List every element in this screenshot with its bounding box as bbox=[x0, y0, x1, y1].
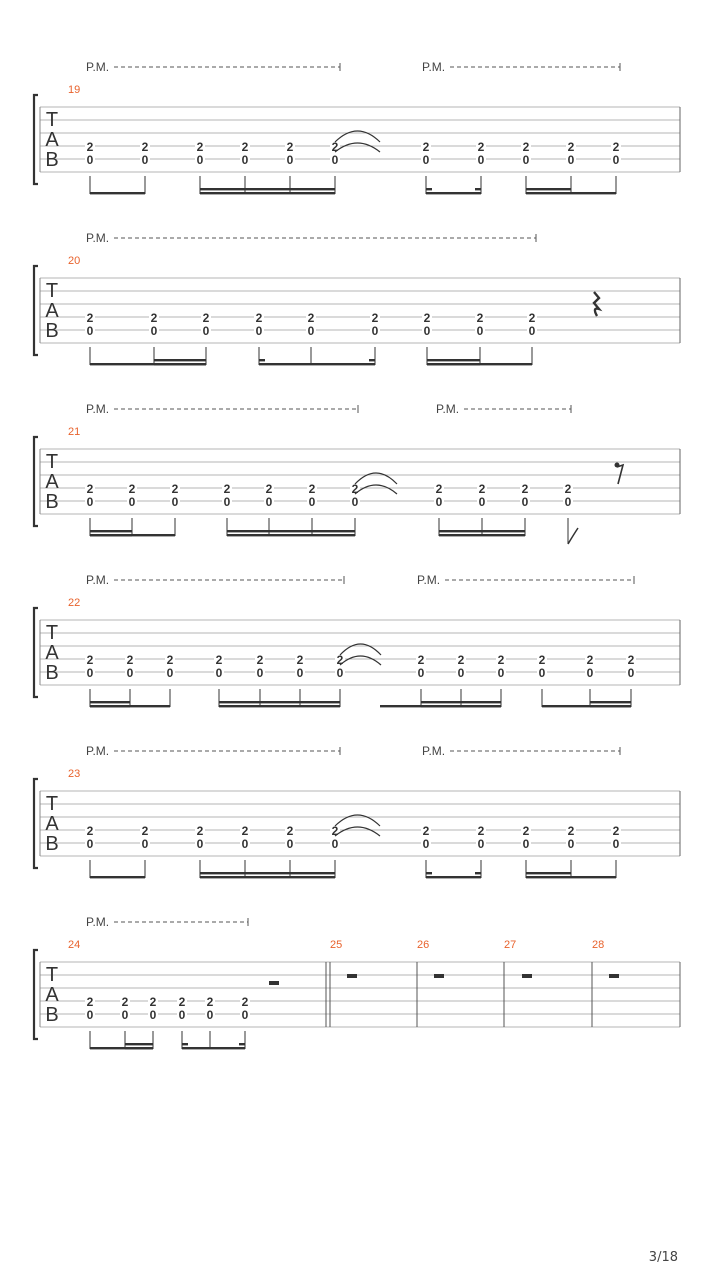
fret-number: 0 bbox=[86, 495, 94, 509]
beam-secondary bbox=[421, 701, 501, 703]
tab-clef-letter: T bbox=[45, 451, 59, 473]
page-number: 3/18 bbox=[648, 1250, 678, 1265]
palm-mute-label: P.M. bbox=[86, 573, 110, 587]
tab-clef-letter: A bbox=[45, 642, 59, 664]
fret-number: 0 bbox=[286, 153, 294, 167]
beam-secondary bbox=[125, 1043, 153, 1045]
beam bbox=[427, 363, 480, 365]
tab-clef-letter: B bbox=[45, 320, 59, 342]
system-bracket bbox=[34, 266, 38, 355]
fret-number: 2 bbox=[417, 653, 425, 667]
beam bbox=[227, 534, 355, 536]
palm-mute-label: P.M. bbox=[86, 744, 110, 758]
fret-number: 0 bbox=[241, 1008, 249, 1022]
fret-number: 2 bbox=[422, 140, 430, 154]
fret-number: 0 bbox=[150, 324, 158, 338]
beam-stub bbox=[475, 188, 481, 190]
fret-number: 0 bbox=[528, 324, 536, 338]
fret-number: 0 bbox=[423, 324, 431, 338]
fret-number: 0 bbox=[86, 153, 94, 167]
system-6 bbox=[34, 915, 680, 1049]
fret-number: 2 bbox=[286, 824, 294, 838]
fret-number: 2 bbox=[612, 140, 620, 154]
fret-number: 2 bbox=[478, 482, 486, 496]
fret-number: 2 bbox=[86, 311, 94, 325]
fret-number: 0 bbox=[612, 153, 620, 167]
fret-number: 0 bbox=[121, 1008, 129, 1022]
fret-number: 2 bbox=[521, 482, 529, 496]
fret-number: 0 bbox=[457, 666, 465, 680]
beam-stub bbox=[259, 359, 265, 361]
fret-number: 2 bbox=[522, 824, 530, 838]
system-2 bbox=[34, 231, 680, 365]
tie-arc bbox=[340, 656, 381, 665]
beam-stub bbox=[426, 872, 432, 874]
fret-number: 2 bbox=[178, 995, 186, 1009]
measure-number: 20 bbox=[68, 255, 81, 267]
fret-number: 2 bbox=[202, 311, 210, 325]
fret-number: 0 bbox=[331, 837, 339, 851]
beam bbox=[125, 1047, 153, 1049]
fret-number: 0 bbox=[265, 495, 273, 509]
beam-secondary bbox=[427, 359, 480, 361]
tab-clef-letter: B bbox=[45, 662, 59, 684]
whole-rest bbox=[609, 974, 619, 978]
fret-number: 0 bbox=[196, 837, 204, 851]
fret-number: 0 bbox=[351, 495, 359, 509]
measure-number: 19 bbox=[68, 84, 81, 96]
fret-number: 0 bbox=[215, 666, 223, 680]
fret-number: 0 bbox=[422, 837, 430, 851]
fret-number: 2 bbox=[121, 995, 129, 1009]
beam-secondary bbox=[590, 701, 631, 703]
palm-mute-label: P.M. bbox=[86, 402, 110, 416]
beam bbox=[200, 876, 335, 878]
fret-number: 2 bbox=[476, 311, 484, 325]
tab-clef-letter: A bbox=[45, 984, 59, 1006]
beam bbox=[90, 705, 130, 707]
tab-clef-letter: B bbox=[45, 833, 59, 855]
beam bbox=[90, 534, 132, 536]
fret-number: 0 bbox=[522, 153, 530, 167]
tab-clef-letter: A bbox=[45, 300, 59, 322]
fret-number: 2 bbox=[477, 140, 485, 154]
measure-number: 26 bbox=[417, 939, 430, 951]
fret-number: 0 bbox=[477, 837, 485, 851]
fret-number: 0 bbox=[128, 495, 136, 509]
fret-number: 0 bbox=[612, 837, 620, 851]
fret-number: 2 bbox=[567, 824, 575, 838]
fret-number: 0 bbox=[521, 495, 529, 509]
system-4 bbox=[34, 573, 680, 707]
beam bbox=[571, 192, 616, 194]
beam bbox=[571, 876, 616, 878]
whole-rest bbox=[522, 974, 532, 978]
measure-number: 24 bbox=[68, 939, 81, 951]
fret-number: 0 bbox=[149, 1008, 157, 1022]
fret-number: 0 bbox=[241, 837, 249, 851]
beam-secondary bbox=[154, 359, 206, 361]
fret-number: 0 bbox=[86, 324, 94, 338]
measure-number: 21 bbox=[68, 426, 81, 438]
fret-number: 0 bbox=[478, 495, 486, 509]
fret-number: 2 bbox=[564, 482, 572, 496]
fret-number: 0 bbox=[241, 153, 249, 167]
fret-number: 2 bbox=[351, 482, 359, 496]
fret-number: 0 bbox=[178, 1008, 186, 1022]
beam bbox=[90, 192, 145, 194]
fret-number: 0 bbox=[206, 1008, 214, 1022]
fret-number: 2 bbox=[538, 653, 546, 667]
fret-number: 0 bbox=[538, 666, 546, 680]
tie-arc bbox=[355, 485, 397, 494]
fret-number: 2 bbox=[128, 482, 136, 496]
fret-number: 2 bbox=[371, 311, 379, 325]
system-1 bbox=[34, 60, 680, 194]
beam-stub bbox=[239, 1043, 245, 1045]
fret-number: 2 bbox=[126, 653, 134, 667]
beam bbox=[526, 192, 571, 194]
tab-clef-letter: T bbox=[45, 109, 59, 131]
fret-number: 0 bbox=[567, 837, 575, 851]
beam bbox=[439, 534, 525, 536]
fret-number: 0 bbox=[435, 495, 443, 509]
fret-number: 0 bbox=[476, 324, 484, 338]
beam-secondary bbox=[90, 701, 130, 703]
system-3 bbox=[34, 402, 680, 544]
fret-number: 0 bbox=[422, 153, 430, 167]
palm-mute-label: P.M. bbox=[422, 60, 446, 74]
fret-number: 2 bbox=[331, 140, 339, 154]
measure-number: 27 bbox=[504, 939, 517, 951]
fret-number: 2 bbox=[423, 311, 431, 325]
tab-clef-letter: T bbox=[45, 280, 59, 302]
tab-clef-letter: T bbox=[45, 622, 59, 644]
beam bbox=[526, 876, 571, 878]
fret-number: 0 bbox=[256, 666, 264, 680]
fret-number: 2 bbox=[86, 140, 94, 154]
fret-number: 0 bbox=[255, 324, 263, 338]
system-5 bbox=[34, 744, 680, 878]
fret-number: 0 bbox=[86, 666, 94, 680]
system-bracket bbox=[34, 608, 38, 697]
fret-number: 2 bbox=[141, 824, 149, 838]
tab-clef-letter: A bbox=[45, 129, 59, 151]
palm-mute-label: P.M. bbox=[436, 402, 460, 416]
beam-secondary bbox=[526, 872, 571, 874]
fret-number: 0 bbox=[586, 666, 594, 680]
fret-number: 2 bbox=[627, 653, 635, 667]
palm-mute-label: P.M. bbox=[86, 915, 110, 929]
fret-number: 2 bbox=[171, 482, 179, 496]
fret-number: 2 bbox=[241, 995, 249, 1009]
palm-mute-label: P.M. bbox=[422, 744, 446, 758]
fret-number: 2 bbox=[457, 653, 465, 667]
fret-number: 0 bbox=[564, 495, 572, 509]
fret-number: 0 bbox=[86, 1008, 94, 1022]
fret-number: 0 bbox=[627, 666, 635, 680]
beam bbox=[154, 363, 206, 365]
palm-mute-label: P.M. bbox=[86, 60, 110, 74]
beam-secondary bbox=[219, 701, 340, 703]
tab-clef-letter: A bbox=[45, 471, 59, 493]
fret-number: 0 bbox=[371, 324, 379, 338]
fret-number: 0 bbox=[141, 837, 149, 851]
fret-number: 2 bbox=[307, 311, 315, 325]
whole-rest bbox=[434, 974, 444, 978]
fret-number: 0 bbox=[308, 495, 316, 509]
fret-number: 2 bbox=[215, 653, 223, 667]
tab-clef-letter: B bbox=[45, 149, 59, 171]
fret-number: 2 bbox=[567, 140, 575, 154]
fret-number: 2 bbox=[241, 140, 249, 154]
beam-stub bbox=[475, 872, 481, 874]
fret-number: 0 bbox=[417, 666, 425, 680]
beam-stub bbox=[182, 1043, 188, 1045]
measure-number: 25 bbox=[330, 939, 343, 951]
beam bbox=[90, 876, 145, 878]
fret-number: 2 bbox=[149, 995, 157, 1009]
fret-number: 2 bbox=[86, 995, 94, 1009]
half-rest bbox=[269, 981, 279, 985]
note-flag bbox=[568, 528, 578, 544]
fret-number: 2 bbox=[435, 482, 443, 496]
fret-number: 2 bbox=[256, 653, 264, 667]
fret-number: 2 bbox=[336, 653, 344, 667]
fret-number: 0 bbox=[166, 666, 174, 680]
fret-number: 2 bbox=[296, 653, 304, 667]
fret-number: 0 bbox=[497, 666, 505, 680]
beam bbox=[219, 705, 340, 707]
fret-number: 0 bbox=[336, 666, 344, 680]
fret-number: 2 bbox=[150, 311, 158, 325]
tie-arc bbox=[335, 143, 380, 152]
fret-number: 2 bbox=[141, 140, 149, 154]
fret-number: 2 bbox=[477, 824, 485, 838]
beam bbox=[426, 876, 481, 878]
fret-number: 2 bbox=[196, 140, 204, 154]
palm-mute-label: P.M. bbox=[86, 231, 110, 245]
measure-number: 22 bbox=[68, 597, 81, 609]
system-bracket bbox=[34, 95, 38, 184]
system-bracket bbox=[34, 950, 38, 1039]
fret-number: 0 bbox=[307, 324, 315, 338]
beam-secondary bbox=[227, 530, 355, 532]
tie-arc bbox=[335, 827, 380, 836]
fret-number: 2 bbox=[308, 482, 316, 496]
fret-number: 2 bbox=[331, 824, 339, 838]
tab-clef-letter: A bbox=[45, 813, 59, 835]
fret-number: 0 bbox=[296, 666, 304, 680]
beam-secondary bbox=[526, 188, 571, 190]
tab-clef-letter: T bbox=[45, 964, 59, 986]
system-bracket bbox=[34, 437, 38, 526]
fret-number: 2 bbox=[528, 311, 536, 325]
beam bbox=[426, 192, 481, 194]
fret-number: 0 bbox=[86, 837, 94, 851]
fret-number: 0 bbox=[567, 153, 575, 167]
fret-number: 2 bbox=[612, 824, 620, 838]
fret-number: 2 bbox=[586, 653, 594, 667]
fret-number: 0 bbox=[202, 324, 210, 338]
fret-number: 0 bbox=[286, 837, 294, 851]
fret-number: 0 bbox=[477, 153, 485, 167]
measure-number: 23 bbox=[68, 768, 81, 780]
fret-number: 0 bbox=[126, 666, 134, 680]
fret-number: 2 bbox=[166, 653, 174, 667]
beam-stub bbox=[426, 188, 432, 190]
tab-clef-letter: T bbox=[45, 793, 59, 815]
fret-number: 2 bbox=[241, 824, 249, 838]
fret-number: 2 bbox=[223, 482, 231, 496]
beam-stub bbox=[369, 359, 375, 361]
palm-mute-label: P.M. bbox=[417, 573, 441, 587]
fret-number: 2 bbox=[286, 140, 294, 154]
fret-number: 0 bbox=[171, 495, 179, 509]
fret-number: 2 bbox=[86, 824, 94, 838]
fret-number: 2 bbox=[86, 482, 94, 496]
fret-number: 2 bbox=[497, 653, 505, 667]
fret-number: 0 bbox=[522, 837, 530, 851]
fret-number: 2 bbox=[265, 482, 273, 496]
beam-secondary bbox=[439, 530, 525, 532]
beam-secondary bbox=[200, 872, 335, 874]
beam bbox=[200, 192, 335, 194]
beam-secondary bbox=[90, 530, 132, 532]
beam bbox=[590, 705, 631, 707]
fret-number: 0 bbox=[223, 495, 231, 509]
beam bbox=[259, 363, 375, 365]
beam bbox=[182, 1047, 245, 1049]
fret-number: 2 bbox=[206, 995, 214, 1009]
fret-number: 2 bbox=[196, 824, 204, 838]
fret-number: 2 bbox=[86, 653, 94, 667]
tab-clef-letter: B bbox=[45, 1004, 59, 1026]
fret-number: 2 bbox=[522, 140, 530, 154]
fret-number: 0 bbox=[141, 153, 149, 167]
fret-number: 0 bbox=[196, 153, 204, 167]
measure-number: 28 bbox=[592, 939, 605, 951]
beam-secondary bbox=[200, 188, 335, 190]
system-bracket bbox=[34, 779, 38, 868]
fret-number: 0 bbox=[331, 153, 339, 167]
fret-number: 2 bbox=[255, 311, 263, 325]
fret-number: 2 bbox=[422, 824, 430, 838]
beam bbox=[380, 705, 501, 707]
tab-clef-letter: B bbox=[45, 491, 59, 513]
whole-rest bbox=[347, 974, 357, 978]
